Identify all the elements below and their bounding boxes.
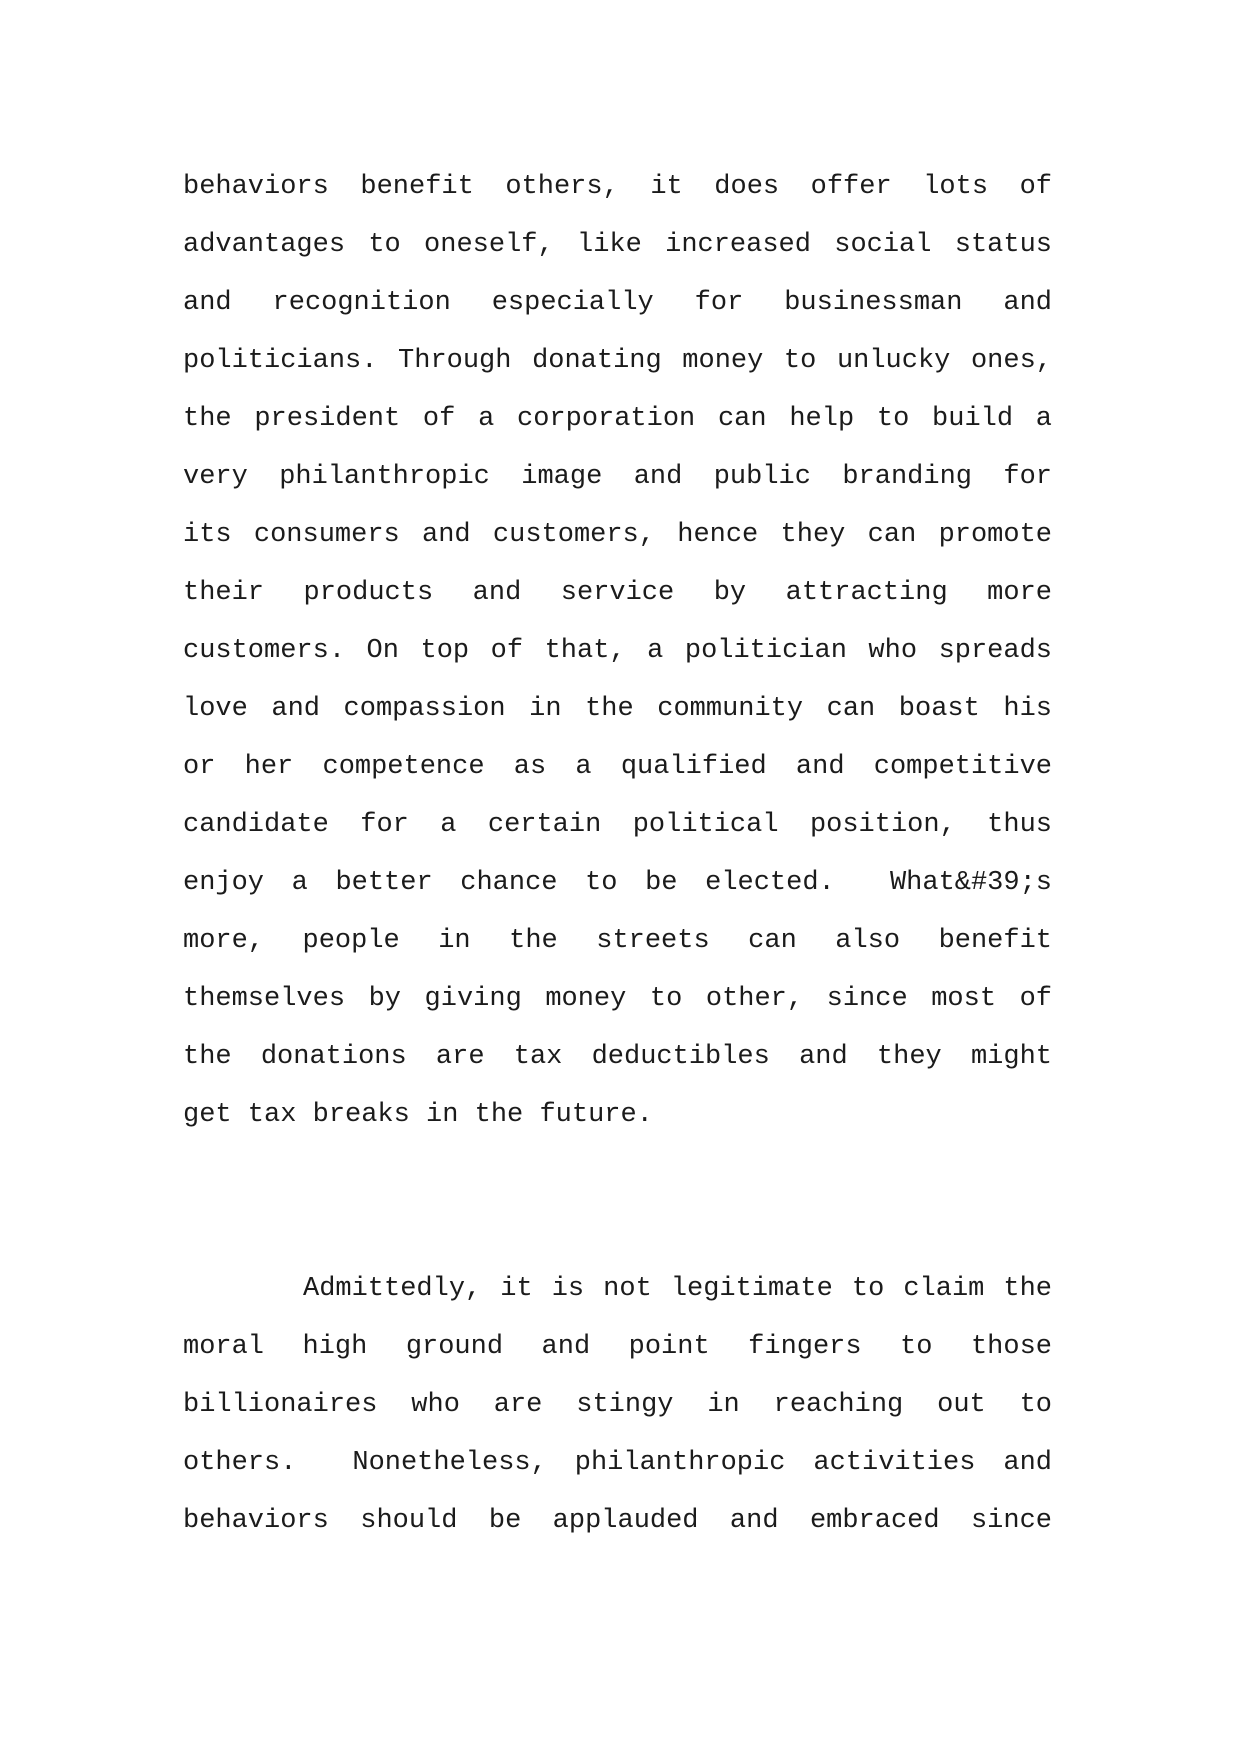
text-line: more, people in the streets can also benefit	[183, 926, 1052, 956]
text-line: Admittedly, it is not legitimate to claim the	[303, 1274, 1052, 1304]
text-line: or her competence as a qualified and competitive	[183, 752, 1052, 782]
paragraph-gap	[183, 1144, 1052, 1260]
text-line: the donations are tax deductibles and they might	[183, 1042, 1052, 1072]
text-line: and recognition especially for businessman and	[183, 288, 1052, 318]
text-line: candidate for a certain political position, thus	[183, 810, 1052, 840]
text-line: get tax breaks in the future.	[183, 1100, 653, 1130]
text-line: themselves by giving money to other, since most of	[183, 984, 1052, 1014]
text-line: very philanthropic image and public branding for	[183, 462, 1052, 492]
text-line: behaviors benefit others, it does offer lots of	[183, 172, 1052, 202]
text-line: love and compassion in the community can boast his	[183, 694, 1052, 724]
paragraph-2	[183, 1260, 1052, 1550]
text-line: politicians. Through donating money to unlucky ones,	[183, 346, 1052, 376]
text-line: their products and service by attracting more	[183, 578, 1052, 608]
text-line: the president of a corporation can help to build a	[183, 404, 1052, 434]
text-line: customers. On top of that, a politician who spreads	[183, 636, 1052, 666]
text-line: enjoy a better chance to be elected. What&#39;s	[183, 868, 1052, 898]
text-line: others. Nonetheless, philanthropic activities and	[183, 1448, 1052, 1478]
text-line: billionaires who are stingy in reaching out to	[183, 1390, 1052, 1420]
text-line: moral high ground and point fingers to those	[183, 1332, 1052, 1362]
text-line: advantages to oneself, like increased social status	[183, 230, 1052, 260]
text-line: its consumers and customers, hence they can promote	[183, 520, 1052, 550]
text-line: behaviors should be applauded and embraced since	[183, 1506, 1052, 1536]
paragraph-1	[183, 158, 1052, 1144]
